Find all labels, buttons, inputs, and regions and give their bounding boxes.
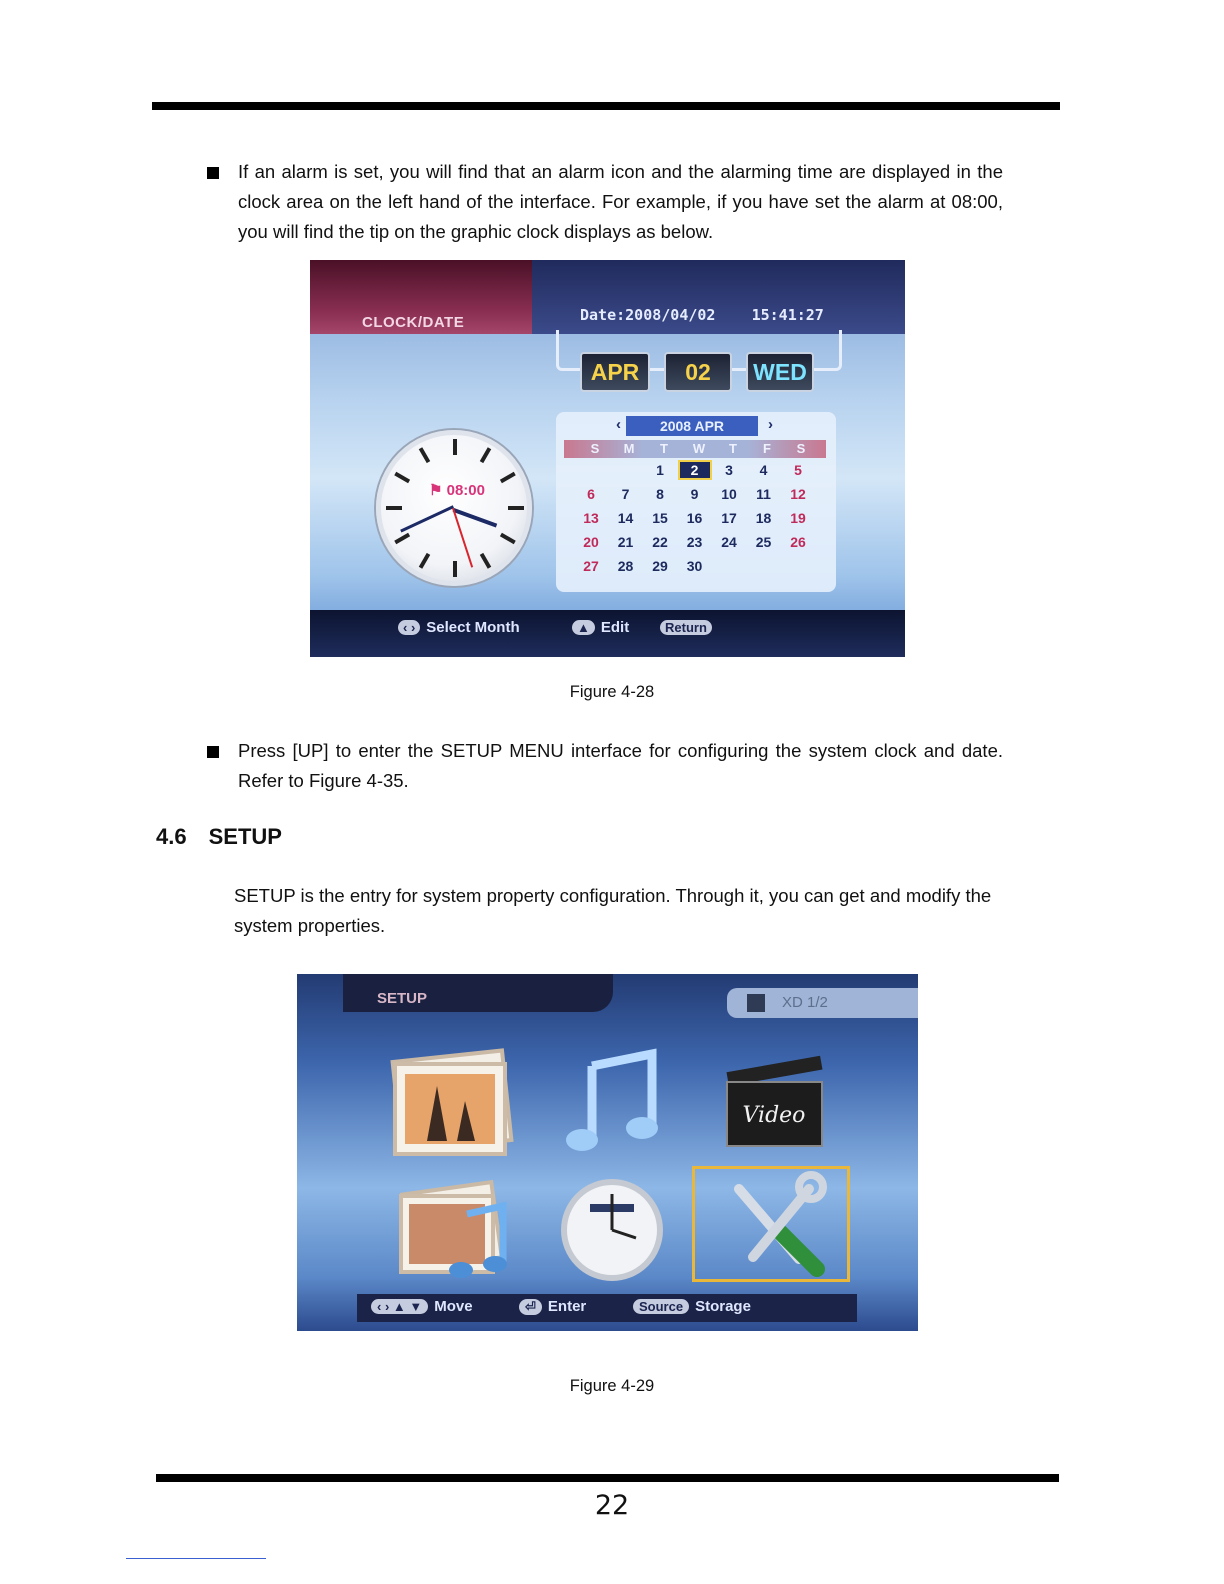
bullet-icon bbox=[207, 746, 219, 758]
memory-card-icon bbox=[747, 994, 765, 1012]
calendar-day[interactable]: 15 bbox=[652, 510, 668, 526]
clock-tick bbox=[453, 439, 457, 455]
figure-caption: Figure 4-28 bbox=[569, 683, 655, 701]
weekday-label: M bbox=[623, 441, 635, 456]
calendar-day[interactable]: 16 bbox=[686, 510, 703, 526]
top-rule bbox=[152, 102, 1060, 110]
calendar-day[interactable]: 4 bbox=[759, 462, 768, 478]
clock-tick bbox=[500, 472, 516, 483]
calendar-day[interactable]: 6 bbox=[587, 486, 595, 502]
figure-caption: Figure 4-29 bbox=[569, 1377, 655, 1395]
calendar-day[interactable]: 12 bbox=[790, 486, 806, 502]
slideshow-icon[interactable] bbox=[387, 1174, 517, 1292]
alarm-bell-icon: ⚑ bbox=[429, 482, 443, 499]
calendar bbox=[556, 412, 836, 592]
calendar-day[interactable]: 20 bbox=[583, 534, 599, 550]
minute-hand bbox=[400, 505, 454, 532]
calendar-day[interactable]: 10 bbox=[721, 486, 737, 502]
next-month-icon[interactable]: › bbox=[768, 416, 773, 433]
calendar-day[interactable]: 29 bbox=[652, 558, 668, 574]
calendar-day[interactable]: 18 bbox=[755, 510, 772, 526]
calendar-day[interactable]: 1 bbox=[656, 462, 664, 478]
weekday-label: S bbox=[796, 441, 806, 456]
alarm-indicator bbox=[429, 481, 485, 499]
clock-tick bbox=[419, 447, 430, 463]
calendar-day[interactable]: 9 bbox=[690, 486, 699, 502]
date-time-readout bbox=[580, 306, 824, 324]
date-label: Date:2008/04/02 bbox=[580, 306, 716, 324]
calendar-day[interactable]: 7 bbox=[621, 486, 630, 502]
move-label: Move bbox=[434, 1298, 473, 1315]
return-hint bbox=[660, 619, 718, 636]
photo-icon[interactable] bbox=[387, 1046, 517, 1164]
calendar-day[interactable]: 3 bbox=[725, 462, 733, 478]
section-paragraph: SETUP is the entry for system property configuration. Through it, you can get and modify the system properties. bbox=[234, 885, 992, 936]
calendar-header: 2008 APR bbox=[626, 416, 758, 436]
up-key-icon: ▲ bbox=[572, 620, 595, 635]
section-title: SETUP bbox=[208, 824, 282, 849]
select-month-label: Select Month bbox=[426, 619, 520, 636]
storage-indicator bbox=[727, 988, 918, 1018]
calendar-day[interactable]: 2 bbox=[680, 462, 710, 478]
calendar-day[interactable]: 13 bbox=[583, 510, 599, 526]
clock-tick bbox=[394, 533, 410, 544]
clock-tick bbox=[500, 533, 516, 544]
storage-hint bbox=[633, 1298, 751, 1315]
alarm-paragraph: If an alarm is set, you will find that an alarm icon and the alarming time are displayed in the clock area on the left hand of the interface. For example, if you have set the alarm at 08:00, you will find the tip on the graphic clock displays as below. bbox=[238, 161, 1003, 242]
calendar-day[interactable]: 21 bbox=[617, 534, 634, 550]
footer-link-line bbox=[126, 1558, 266, 1559]
calendar-day[interactable]: 28 bbox=[617, 558, 634, 574]
bottom-rule bbox=[156, 1474, 1059, 1482]
analog-clock bbox=[376, 430, 532, 586]
calendar-day[interactable]: 19 bbox=[790, 510, 806, 526]
clock-tick bbox=[508, 506, 524, 510]
music-icon[interactable] bbox=[552, 1046, 682, 1164]
screen-title: SETUP bbox=[377, 990, 428, 1007]
calendar-day[interactable]: 26 bbox=[790, 534, 806, 550]
video-icon[interactable] bbox=[712, 1046, 842, 1164]
select-month-hint bbox=[398, 619, 520, 636]
calendar-day[interactable]: 17 bbox=[721, 510, 737, 526]
clock-tick bbox=[480, 553, 491, 569]
weekday-label: W bbox=[692, 441, 706, 456]
prev-month-icon[interactable]: ‹ bbox=[616, 416, 621, 433]
enter-label: Enter bbox=[547, 1298, 587, 1315]
clock-tick bbox=[386, 506, 402, 510]
calendar-day[interactable]: 22 bbox=[652, 534, 668, 550]
page-number: 22 bbox=[594, 1490, 630, 1521]
weekday-label: F bbox=[763, 441, 771, 456]
month-pill[interactable]: APR bbox=[580, 352, 650, 392]
clock-date-screenshot bbox=[310, 260, 905, 657]
screen-title: CLOCK/DATE bbox=[362, 314, 465, 331]
calendar-day[interactable]: 11 bbox=[756, 486, 771, 502]
edit-hint bbox=[572, 619, 629, 636]
clock-tick bbox=[419, 553, 430, 569]
video-label: Video bbox=[742, 1103, 806, 1128]
source-key[interactable]: Source bbox=[633, 1299, 689, 1314]
calendar-day[interactable]: 8 bbox=[656, 486, 664, 502]
selection-highlight bbox=[692, 1166, 850, 1282]
alarm-time: 08:00 bbox=[446, 482, 485, 499]
edit-label: Edit bbox=[600, 619, 630, 636]
calendar-day[interactable]: 5 bbox=[794, 462, 802, 478]
storage-hint-label: Storage bbox=[695, 1298, 751, 1315]
day-pill[interactable]: 02 bbox=[664, 352, 732, 392]
bullet-icon bbox=[207, 167, 219, 179]
arrow-keys-icon: ‹ › ▲ ▼ bbox=[371, 1299, 428, 1314]
section-heading bbox=[156, 824, 304, 850]
enter-key-icon: ⏎ bbox=[519, 1299, 542, 1315]
weekday-row bbox=[564, 440, 826, 458]
calendar-day[interactable]: 25 bbox=[755, 534, 772, 550]
time-label: 15:41:27 bbox=[751, 306, 824, 324]
setup-paragraph: Press [UP] to enter the SETUP MENU interface for configuring the system clock and date. Refer to Figure 4-35. bbox=[238, 740, 1003, 791]
calendar-day[interactable]: 23 bbox=[686, 534, 703, 550]
weekday-label: S bbox=[590, 441, 600, 456]
clock-tick bbox=[394, 472, 410, 483]
return-key[interactable]: Return bbox=[660, 620, 712, 635]
weekday-pill[interactable]: WED bbox=[746, 352, 814, 392]
calendar-day[interactable]: 27 bbox=[583, 558, 599, 574]
storage-label: XD 1/2 bbox=[782, 994, 828, 1011]
move-hint bbox=[371, 1298, 473, 1315]
enter-hint bbox=[519, 1298, 586, 1315]
clock-tick bbox=[453, 561, 457, 577]
left-right-key-icon: ‹ › bbox=[398, 620, 420, 635]
setup-screenshot bbox=[297, 974, 918, 1331]
clock-tick bbox=[480, 447, 491, 463]
clock-icon[interactable] bbox=[552, 1174, 682, 1292]
calendar-day[interactable]: 24 bbox=[721, 534, 737, 550]
section-number: 4.6 bbox=[156, 824, 187, 849]
calendar-day[interactable]: 30 bbox=[686, 558, 703, 574]
calendar-day[interactable]: 14 bbox=[617, 510, 634, 526]
weekday-label: T bbox=[660, 441, 668, 456]
weekday-label: T bbox=[729, 441, 737, 456]
